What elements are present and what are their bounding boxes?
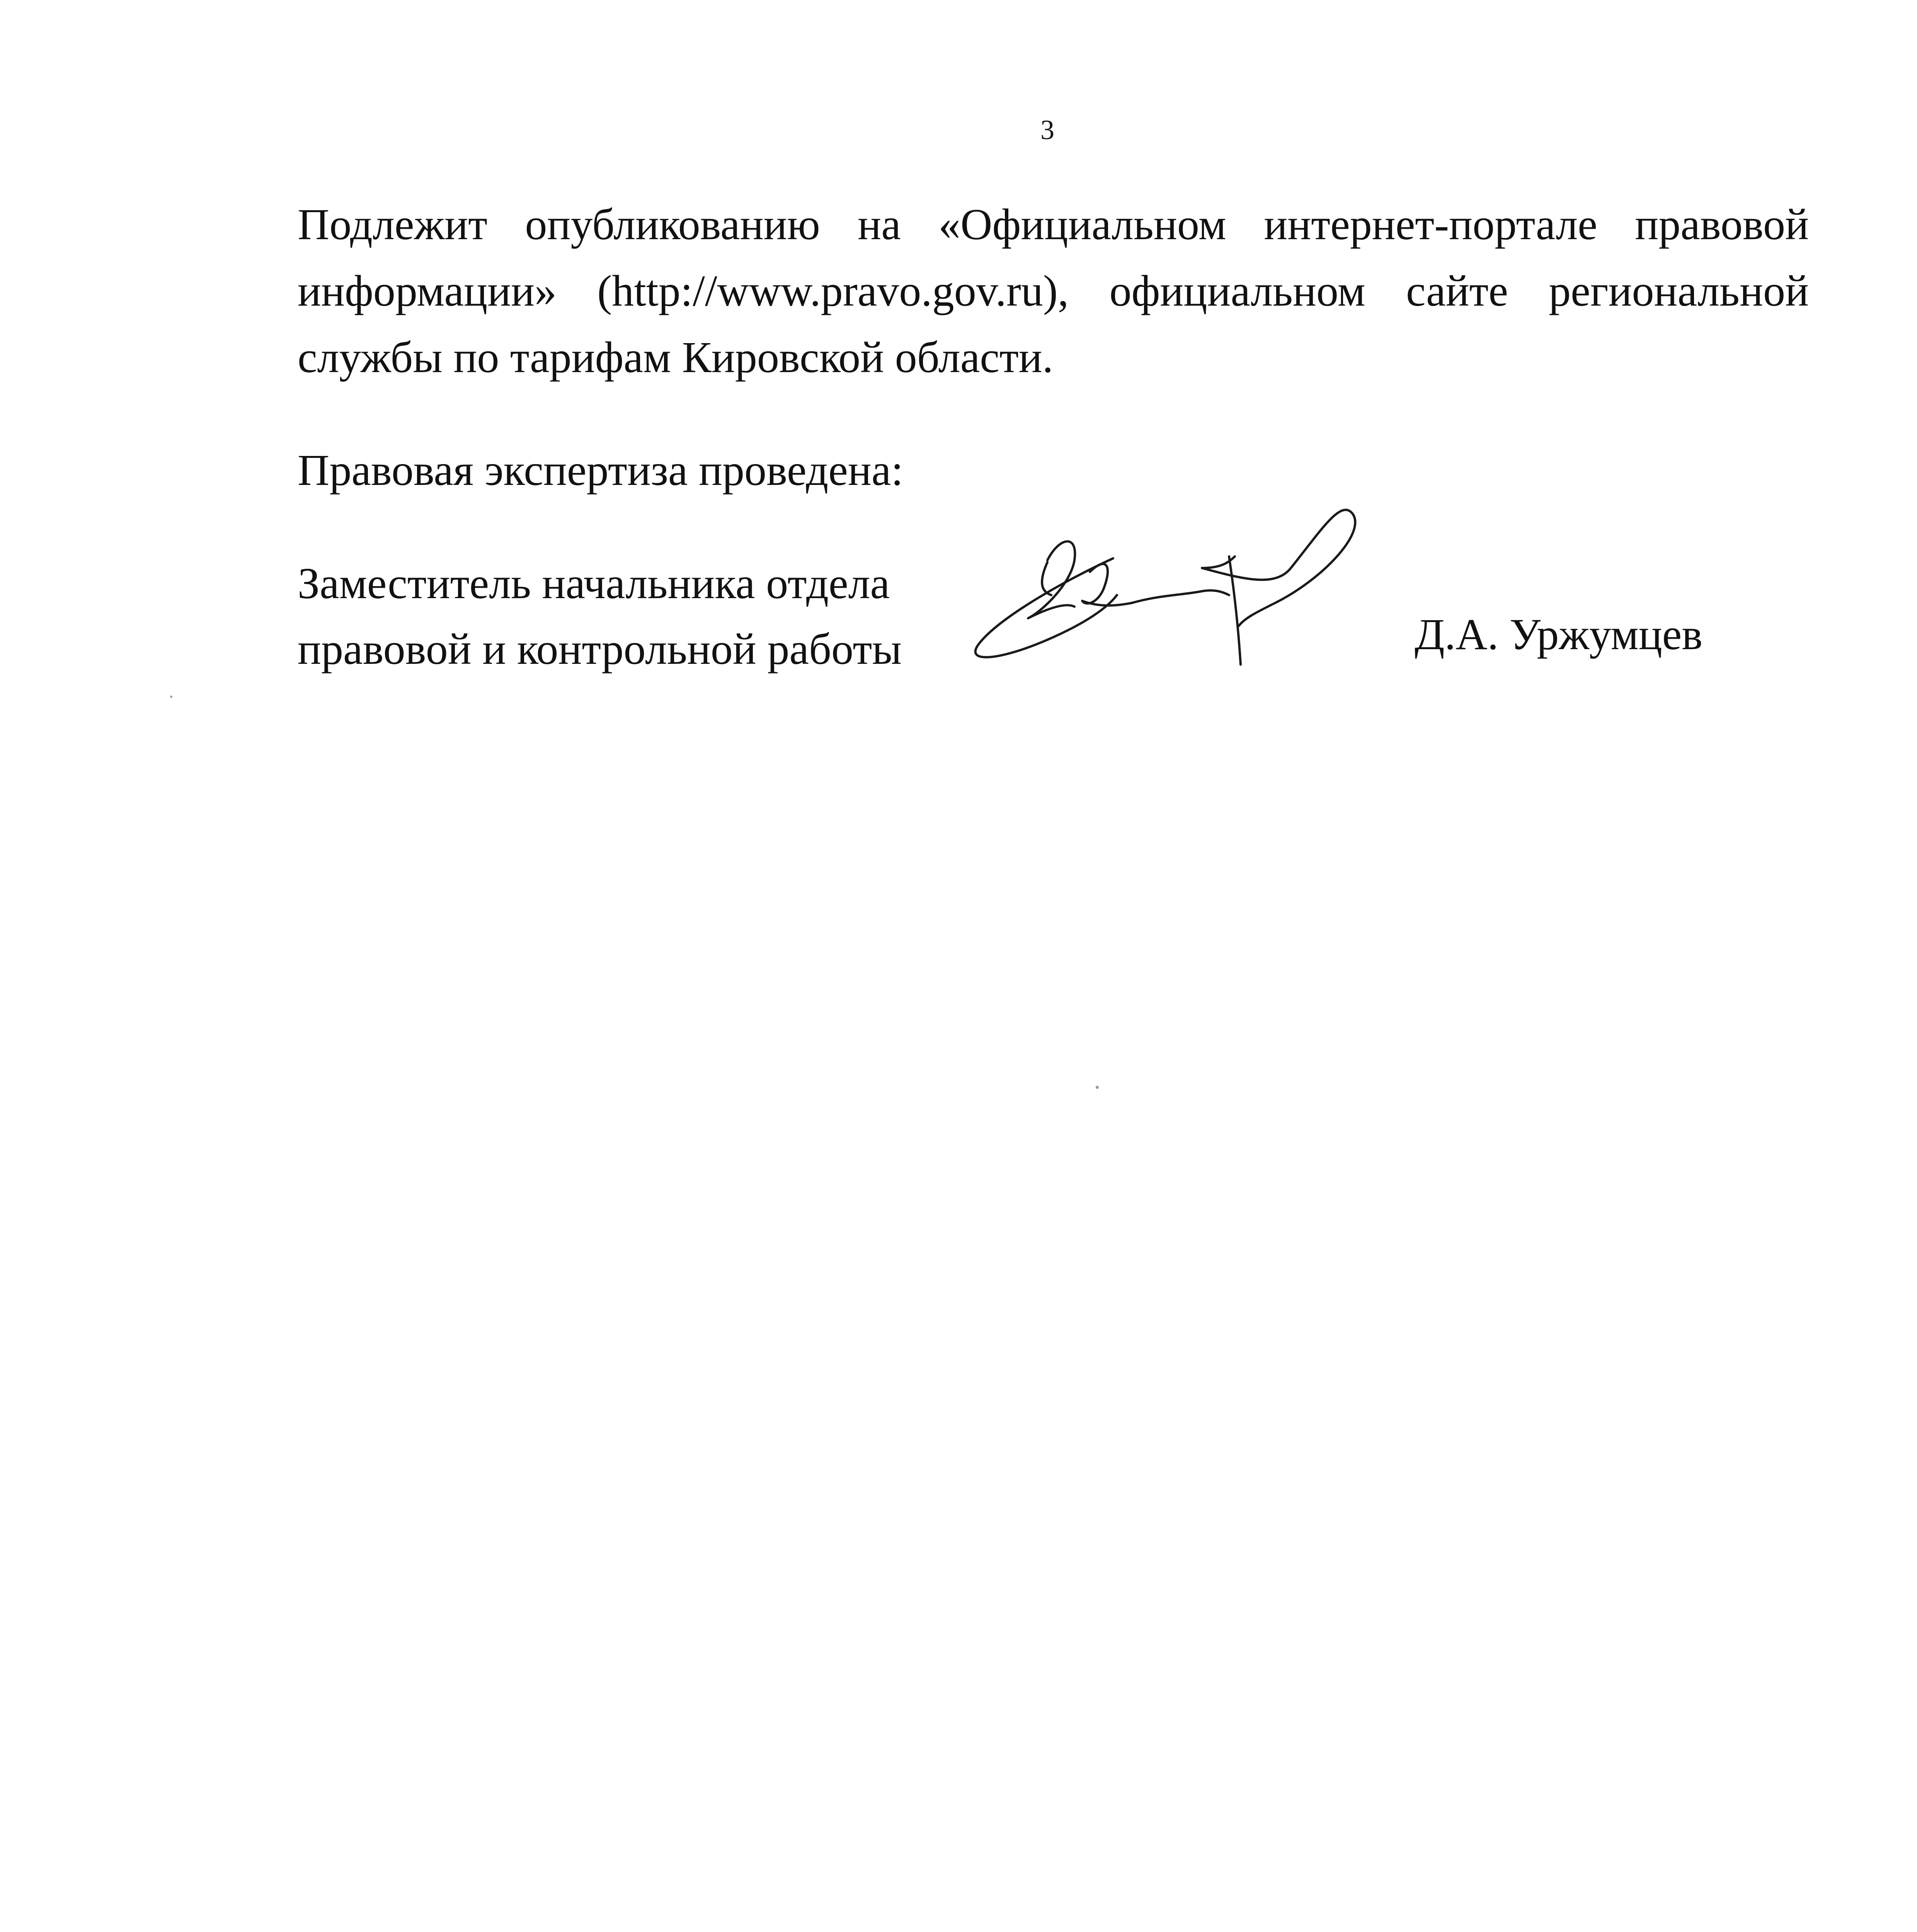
publication-notice: Подлежит опубликованию на «Официальном интернет-портале правовой информации» (http://www.pravo.gov.ru), официальном сайте региональной службы по тарифам Кировской области. <box>298 200 1809 382</box>
scan-speck <box>1096 1086 1099 1089</box>
page-number: 3 <box>1040 114 1054 145</box>
handwritten-signature <box>951 479 1415 680</box>
signatory-position-line-1: Заместитель начальника отдела <box>298 559 890 608</box>
signatory-name: Д.А. Уржумцев <box>1415 610 1703 659</box>
signatory-position <box>298 551 902 682</box>
legal-expertise-line: Правовая экспертиза проведена: <box>298 446 904 495</box>
signatory-position-line-2: правовой и контрольной работы <box>298 624 902 673</box>
scan-speck <box>170 696 172 698</box>
